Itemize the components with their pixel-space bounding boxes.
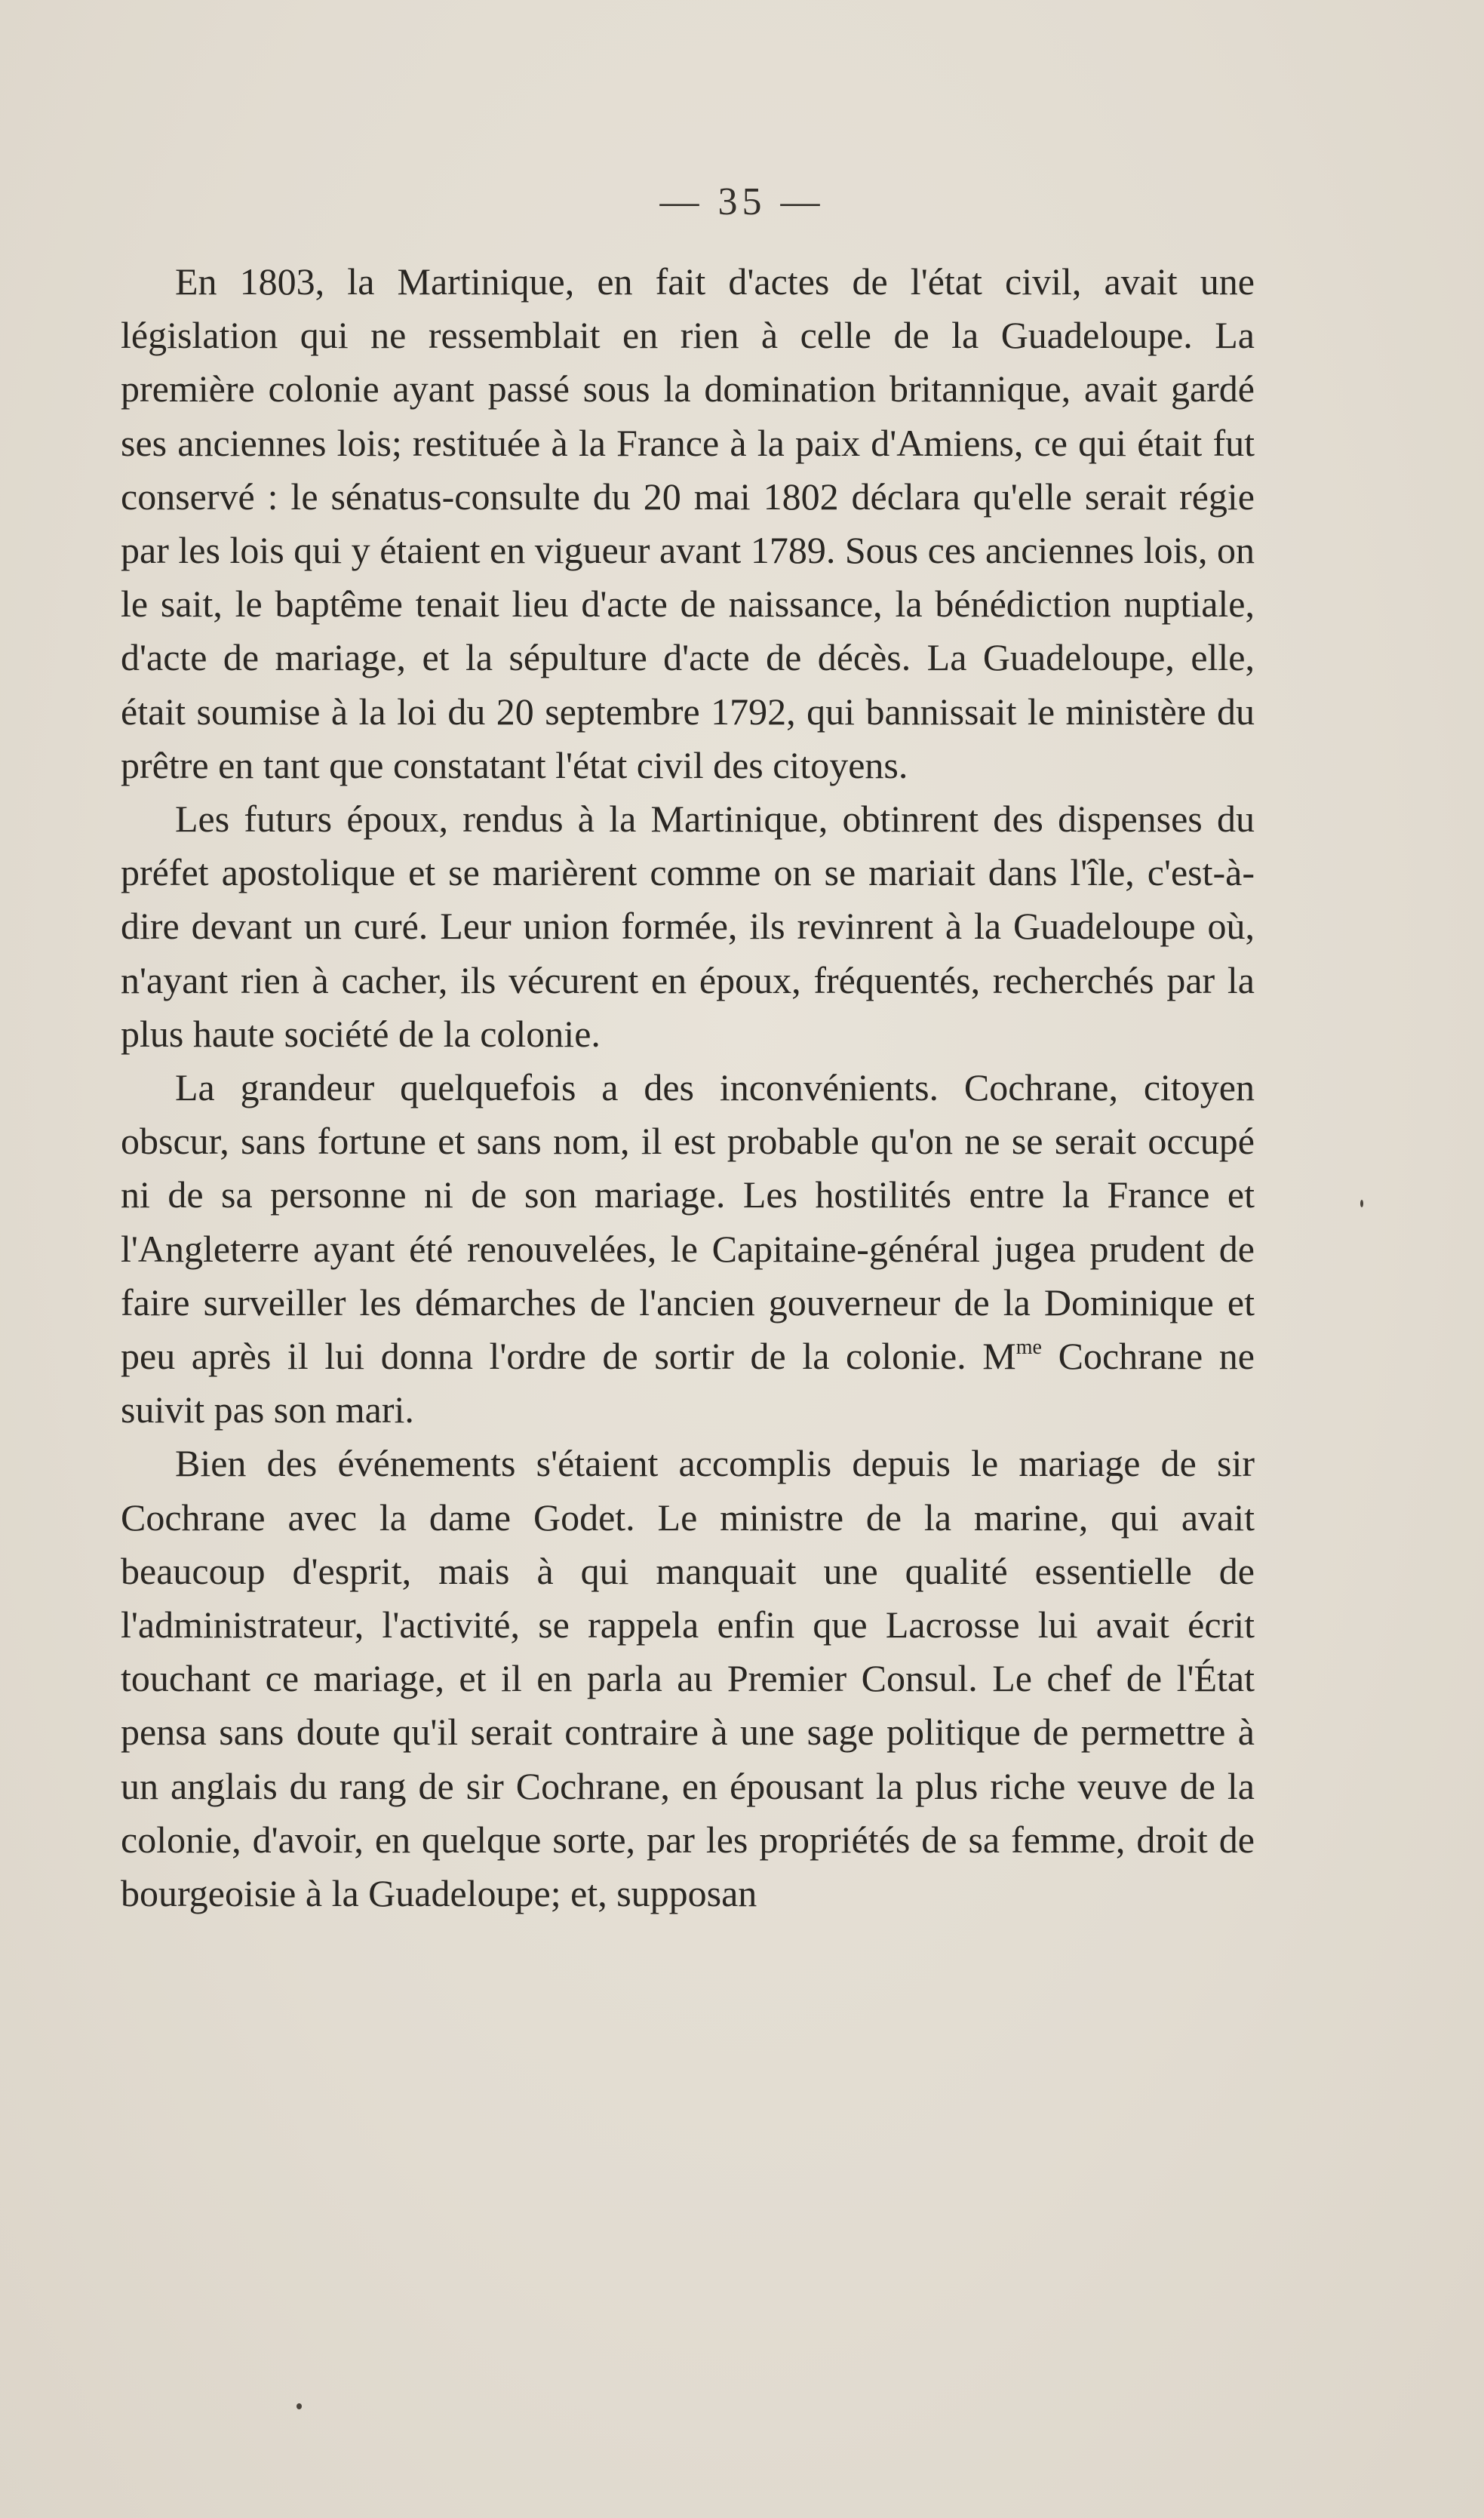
paper-speck [296, 2403, 302, 2409]
paragraph-2: Les futurs époux, rendus à la Martinique, obtinrent des dispenses du préfet apostolique et se marièrent comme on se mariait dans l'île, c'est-à-dire devant un curé. Leur union formée, ils revinrent à la Guadeloupe où, n'ayant rien à cacher, ils vécurent en époux, fréquentés, recherchés par la plus haute société de la colonie. [121, 798, 1255, 1055]
page-number: — 35 — [659, 180, 825, 223]
paragraph-1: En 1803, la Martinique, en fait d'actes de l'état civil, avait une législation qui ne ressemblait en rien à celle de la Guadeloupe. La première colonie ayant passé sous la domination britannique, avait gardé ses anciennes lois; restituée à la France à la paix d'Amiens, ce qui était fut conservé : le sénatus-consulte du 20 mai 1802 déclara qu'elle serait régie par les lois qui y étaient en vigueur avant 1789. Sous ces anciennes lois, on le sait, le baptême tenait lieu d'acte de naissance, la bénédiction nuptiale, d'acte de mariage, et la sépulture d'acte de décès. La Guadeloupe, elle, était soumise à la loi du 20 septembre 1792, qui bannissait le ministère du prêtre en tant que constatant l'état civil des citoyens. [121, 260, 1255, 786]
paper-speck [1360, 1200, 1363, 1207]
paragraph-4: Bien des événements s'étaient accomplis depuis le mariage de sir Cochrane avec la dame Godet. Le ministre de la marine, qui avait beaucoup d'esprit, mais à qui manquait une qualité essentielle de l'administrateur, l'activité, se rappela enfin que Lacrosse lui avait écrit touchant ce mariage, et il en parla au Premier Consul. Le chef de l'État pensa sans doute qu'il serait contraire à une sage politique de permettre à un anglais du rang de sir Cochrane, en épousant la plus riche veuve de la colonie, d'avoir, en quelque sorte, par les propriétés de sa femme, droit de bourgeoisie à la Guadeloupe; et, supposan [121, 1442, 1255, 1915]
madame-abbreviation-superscript: me [1015, 1336, 1042, 1360]
paragraph-3 [121, 1061, 1255, 1437]
paragraph-3-text-before: La grandeur quelquefois a des inconvénients. Cochrane, citoyen obscur, sans fortune et sans nom, il est probable qu'on ne se serait occupé ni de sa personne ni de son mariage. Les hostilités entre la France et l'Angleterre ayant été renouvelées, le Capitaine-général jugea prudent de faire surveiller les démarches de l'ancien gouverneur de la Dominique et peu après il lui donna l'ordre de sortir de la colonie. M [121, 1066, 1255, 1378]
body-text [121, 255, 1255, 1920]
paragraph-3-text-after: Cochrane ne suivit pas son mari. [121, 1335, 1255, 1431]
